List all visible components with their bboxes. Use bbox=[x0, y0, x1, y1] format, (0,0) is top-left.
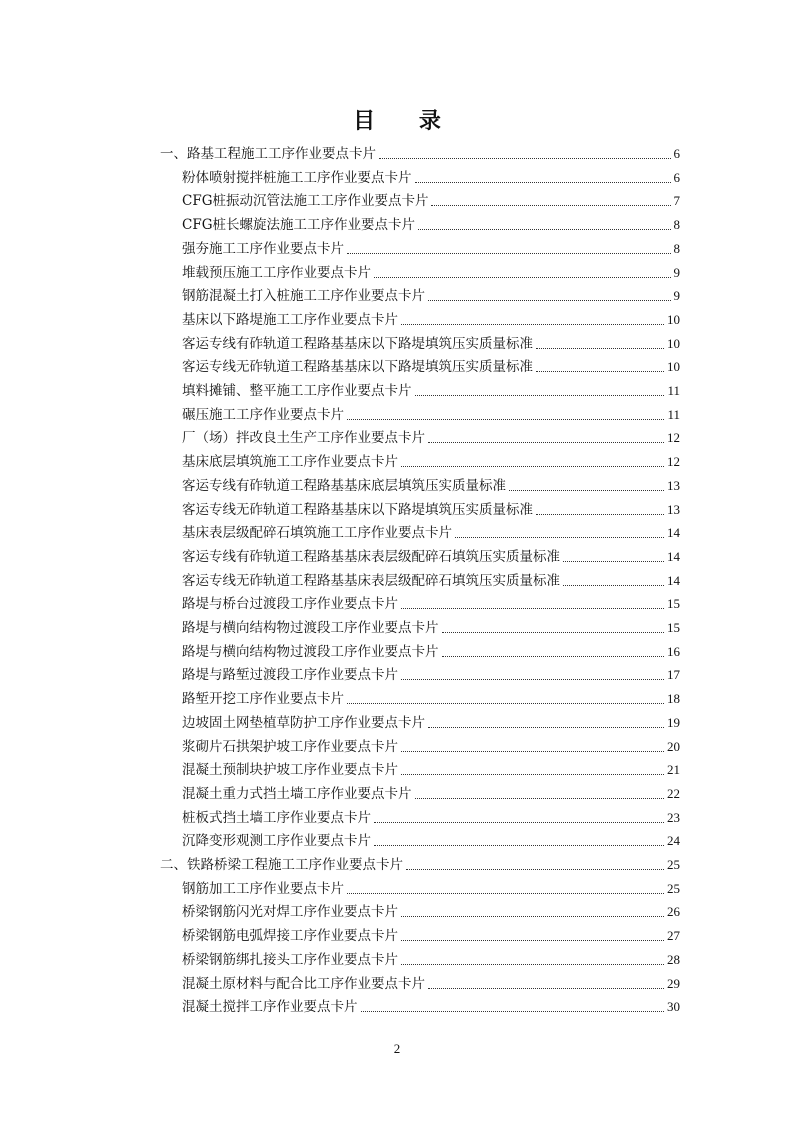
dot-leader bbox=[418, 228, 671, 230]
toc-entry-page: 11 bbox=[667, 383, 680, 398]
toc-entry-page: 15 bbox=[667, 620, 680, 635]
toc-entry-label: 混凝土重力式挡土墙工序作业要点卡片 bbox=[182, 785, 412, 802]
toc-entry-page: 9 bbox=[673, 288, 680, 304]
toc-entry[interactable] bbox=[182, 712, 680, 734]
toc-entry-label: 路堤与桥台过渡段工序作业要点卡片 bbox=[182, 596, 398, 613]
toc-entry[interactable] bbox=[182, 593, 680, 615]
toc-entry-label: 路堤与横向结构物过渡段工序作业要点卡片 bbox=[182, 643, 439, 660]
toc-entry[interactable] bbox=[182, 404, 680, 426]
toc-entry[interactable] bbox=[182, 688, 680, 710]
toc-entry-label: 客运专线有砟轨道工程路基基床表层级配碎石填筑压实质量标准 bbox=[182, 548, 560, 565]
toc-entry-label: 桥梁钢筋闪光对焊工序作业要点卡片 bbox=[182, 904, 398, 921]
toc-entry-label: 浆砌片石拱架护坡工序作业要点卡片 bbox=[182, 738, 398, 755]
toc-entry-page: 30 bbox=[667, 999, 680, 1015]
toc-entry[interactable] bbox=[160, 854, 680, 876]
toc-entry-label: 桩板式挡土墙工序作业要点卡片 bbox=[182, 809, 371, 826]
toc-entry[interactable] bbox=[182, 522, 680, 544]
toc-entry-label: 客运专线有砟轨道工程路基基床底层填筑压实质量标准 bbox=[182, 477, 506, 494]
toc-entry-label: 钢筋加工工序作业要点卡片 bbox=[182, 880, 344, 897]
dot-leader bbox=[374, 844, 664, 846]
toc-entry-page: 13 bbox=[667, 477, 680, 493]
toc-entry[interactable] bbox=[182, 238, 680, 260]
dot-leader bbox=[401, 915, 664, 917]
dot-leader bbox=[374, 276, 671, 278]
toc-entry-label: 粉体喷射搅拌桩施工工序作业要点卡片 bbox=[182, 169, 412, 186]
toc-entry[interactable] bbox=[182, 617, 680, 639]
toc-entry-page: 19 bbox=[667, 714, 680, 730]
toc-entry-label: 路堑开挖工序作业要点卡片 bbox=[182, 691, 344, 708]
dot-leader bbox=[401, 773, 664, 775]
toc-entry-label: 客运专线无砟轨道工程路基基床以下路堤填筑压实质量标准 bbox=[182, 359, 533, 376]
toc-entry[interactable] bbox=[182, 309, 680, 331]
toc-entry-label: 一、路基工程施工工序作业要点卡片 bbox=[160, 146, 376, 162]
toc-entry-page: 24 bbox=[667, 833, 680, 849]
toc-entry-page: 8 bbox=[673, 240, 680, 256]
dot-leader bbox=[406, 868, 664, 870]
toc-entry[interactable] bbox=[182, 830, 680, 852]
toc-entry-label: 二、铁路桥梁工程施工工序作业要点卡片 bbox=[160, 857, 403, 873]
toc-entry-page: 25 bbox=[667, 857, 680, 872]
toc-entry-page: 28 bbox=[667, 951, 680, 967]
toc-entry-page: 8 bbox=[673, 217, 680, 233]
toc-entry-page: 21 bbox=[667, 762, 680, 778]
dot-leader bbox=[401, 750, 664, 752]
toc-entry[interactable] bbox=[182, 641, 680, 663]
toc-entry-label: 混凝土预制块护坡工序作业要点卡片 bbox=[182, 762, 398, 779]
toc-entry-label: 客运专线有砟轨道工程路基基床以下路堤填筑压实质量标准 bbox=[182, 335, 533, 352]
toc-entry-page: 11 bbox=[667, 406, 680, 422]
dot-leader bbox=[563, 584, 664, 586]
toc-entry[interactable] bbox=[182, 949, 680, 971]
toc-entry[interactable] bbox=[182, 190, 680, 212]
dot-leader bbox=[347, 702, 664, 704]
dot-leader bbox=[347, 892, 664, 894]
toc-entry-label: 强夯施工工序作业要点卡片 bbox=[182, 240, 344, 257]
toc-entry-label: 客运专线无砟轨道工程路基基床表层级配碎石填筑压实质量标准 bbox=[182, 572, 560, 589]
toc-entry-page: 15 bbox=[667, 596, 680, 612]
dot-leader bbox=[401, 963, 664, 965]
toc-entry[interactable] bbox=[182, 427, 680, 449]
toc-entry-page: 9 bbox=[673, 264, 680, 280]
dot-leader bbox=[563, 560, 664, 562]
toc-entry-label: CFG桩长螺旋法施工工序作业要点卡片 bbox=[182, 217, 415, 234]
dot-leader bbox=[431, 204, 670, 206]
toc-entry-label: 钢筋混凝土打入桩施工工序作业要点卡片 bbox=[182, 288, 425, 305]
toc-entry[interactable] bbox=[182, 570, 680, 592]
toc-entry[interactable] bbox=[160, 143, 680, 165]
dot-leader bbox=[361, 1010, 665, 1012]
toc-title: 目 录 bbox=[353, 109, 459, 134]
toc-entry-page: 7 bbox=[673, 193, 680, 209]
dot-leader bbox=[428, 726, 664, 728]
toc-entry-page: 13 bbox=[667, 501, 680, 517]
toc-entry[interactable] bbox=[182, 167, 680, 189]
dot-leader bbox=[536, 513, 664, 515]
toc-entry-page: 22 bbox=[667, 785, 680, 801]
dot-leader bbox=[428, 441, 664, 443]
toc-entry-label: 客运专线无砟轨道工程路基基床以下路堤填筑压实质量标准 bbox=[182, 501, 533, 518]
dot-leader bbox=[428, 987, 664, 989]
toc-entry[interactable] bbox=[182, 901, 680, 923]
dot-leader bbox=[401, 323, 664, 325]
dot-leader bbox=[509, 489, 664, 491]
toc-entry-page: 25 bbox=[667, 880, 680, 896]
toc-entry-label: 路堤与路堑过渡段工序作业要点卡片 bbox=[182, 667, 398, 684]
dot-leader bbox=[415, 394, 665, 396]
dot-leader bbox=[401, 607, 664, 609]
dot-leader bbox=[428, 299, 671, 301]
dot-leader bbox=[347, 418, 664, 420]
toc-entry-label: 基床以下路堤施工工序作业要点卡片 bbox=[182, 311, 398, 328]
dot-leader bbox=[401, 465, 664, 467]
toc-entry[interactable] bbox=[182, 546, 680, 568]
dot-leader bbox=[401, 939, 664, 941]
toc-entry[interactable] bbox=[182, 356, 680, 378]
dot-leader bbox=[415, 181, 671, 183]
dot-leader bbox=[442, 631, 665, 633]
toc-entry-page: 27 bbox=[667, 928, 680, 944]
toc-entry-page: 10 bbox=[667, 311, 680, 327]
toc-entry-page: 14 bbox=[667, 572, 680, 588]
toc-entry-page: 26 bbox=[667, 904, 680, 920]
toc-entry-page: 6 bbox=[673, 169, 680, 185]
toc-entry[interactable] bbox=[182, 262, 680, 284]
toc-entry-label: 边坡固土网垫植草防护工序作业要点卡片 bbox=[182, 714, 425, 731]
dot-leader bbox=[442, 655, 665, 657]
toc-entry-page: 10 bbox=[667, 335, 680, 351]
toc-entry-page: 12 bbox=[667, 430, 680, 446]
toc-entry[interactable] bbox=[182, 664, 680, 686]
toc-entry-label: 填料摊铺、整平施工工序作业要点卡片 bbox=[182, 383, 412, 399]
toc-entry-page: 16 bbox=[667, 643, 680, 659]
toc-entry-label: 桥梁钢筋电弧焊接工序作业要点卡片 bbox=[182, 928, 398, 945]
toc-entry[interactable] bbox=[182, 973, 680, 995]
toc-entry-page: 29 bbox=[667, 975, 680, 991]
dot-leader bbox=[374, 821, 664, 823]
page-number: 2 bbox=[393, 1041, 401, 1056]
toc-entry[interactable] bbox=[182, 759, 680, 781]
dot-leader bbox=[379, 157, 671, 159]
toc-entry-label: 基床底层填筑施工工序作业要点卡片 bbox=[182, 454, 398, 471]
dot-leader bbox=[455, 536, 664, 538]
toc-entry-page: 14 bbox=[667, 525, 680, 541]
toc-entry-page: 17 bbox=[667, 667, 680, 683]
toc-entry-label: 沉降变形观测工序作业要点卡片 bbox=[182, 833, 371, 850]
toc-entry[interactable] bbox=[182, 285, 680, 307]
dot-leader bbox=[401, 678, 664, 680]
dot-leader bbox=[536, 347, 664, 349]
toc-entry[interactable] bbox=[182, 380, 680, 402]
toc-entry-page: 23 bbox=[667, 809, 680, 825]
toc-entry[interactable] bbox=[182, 214, 680, 236]
toc-entry[interactable] bbox=[182, 996, 680, 1018]
toc-entry[interactable] bbox=[182, 451, 680, 473]
dot-leader bbox=[415, 797, 665, 799]
toc-entry[interactable] bbox=[182, 333, 680, 355]
toc-entry-label: 碾压施工工序作业要点卡片 bbox=[182, 406, 344, 423]
toc-entry[interactable] bbox=[182, 878, 680, 900]
toc-entry-page: 18 bbox=[667, 691, 680, 707]
toc-entry-label: 桥梁钢筋绑扎接头工序作业要点卡片 bbox=[182, 951, 398, 968]
toc-entry-page: 10 bbox=[667, 359, 680, 375]
toc-entry-page: 14 bbox=[667, 548, 680, 564]
toc-entry-label: 路堤与横向结构物过渡段工序作业要点卡片 bbox=[182, 620, 439, 636]
toc-entry-page: 20 bbox=[667, 738, 680, 754]
toc-entry-label: 厂（场）拌改良土生产工序作业要点卡片 bbox=[182, 430, 425, 447]
toc-entry[interactable] bbox=[182, 736, 680, 758]
toc-entry[interactable] bbox=[182, 475, 680, 497]
toc-entry[interactable] bbox=[182, 499, 680, 521]
toc-entry-label: 基床表层级配碎石填筑施工工序作业要点卡片 bbox=[182, 525, 452, 542]
toc-entry[interactable] bbox=[182, 807, 680, 829]
toc-entry-page: 6 bbox=[673, 146, 680, 161]
dot-leader bbox=[347, 252, 671, 254]
toc-entry[interactable] bbox=[182, 925, 680, 947]
toc-entry[interactable] bbox=[182, 783, 680, 805]
toc-entry-label: 堆载预压施工工序作业要点卡片 bbox=[182, 264, 371, 281]
toc-entry-label: 混凝土原材料与配合比工序作业要点卡片 bbox=[182, 975, 425, 992]
toc-entry-label: 混凝土搅拌工序作业要点卡片 bbox=[182, 999, 358, 1016]
toc-entry-label: CFG桩振动沉管法施工工序作业要点卡片 bbox=[182, 193, 429, 210]
toc-entry-page: 12 bbox=[667, 454, 680, 470]
dot-leader bbox=[536, 370, 664, 372]
